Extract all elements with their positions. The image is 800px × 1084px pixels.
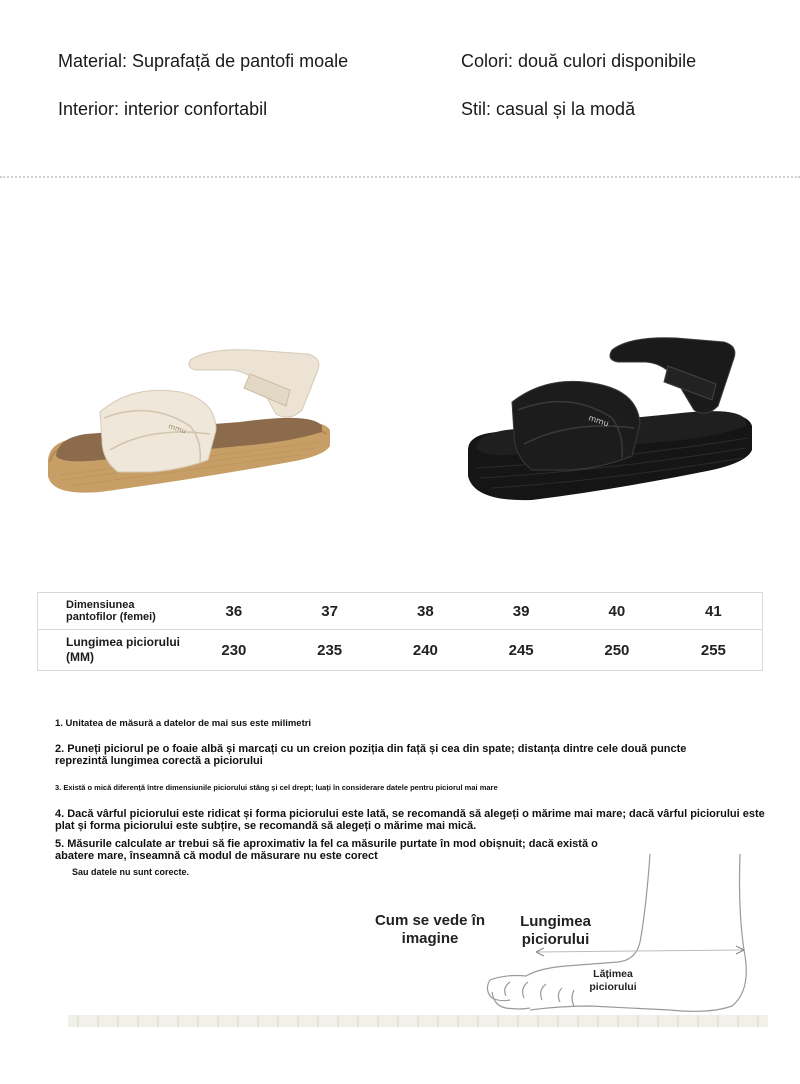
note-5-continued: Sau datele nu sunt corecte. <box>72 867 190 877</box>
length-cell: 230 <box>186 630 282 671</box>
size-cell: 37 <box>321 602 338 620</box>
svg-text:mmu: mmu <box>587 413 610 429</box>
table-row <box>38 593 763 630</box>
foot-length-diagram-label: Lungimea piciorului <box>520 913 591 948</box>
shoe-size-label: Dimensiunea pantofilor (femei) <box>66 599 156 623</box>
note-3: 3. Există o mică diferență între dimensiunile piciorului stâng și cel drept; luați în considerare datele pentru piciorul mai mare <box>55 783 498 792</box>
note-5: 5. Măsurile calculate ar trebui să fie aproximativ la fel ca măsurile purtate în mod obișnuit; dacă există o abatere mare, înseamnă că modul de măsurare nu este corect <box>55 838 598 862</box>
black-sandal-image <box>462 330 762 520</box>
note-1: 1. Unitatea de măsură a datelor de mai sus este milimetri <box>55 718 312 729</box>
size-cell: 39 <box>512 602 530 620</box>
attribute-style: Stil: casual și la modă <box>461 99 636 119</box>
as-seen-in-image-label: Cum se vede în imagine <box>374 912 486 947</box>
dotted-divider <box>0 176 800 178</box>
attribute-interior: Interior: interior confortabil <box>58 99 268 119</box>
size-cell: 36 <box>225 602 243 620</box>
size-cell: 38 <box>417 602 434 620</box>
note-4: 4. Dacă vârful piciorului este ridicat și forma piciorului este lată, se recomandă să alegeți o mărime mai mare; dacă vârful piciorului este plat și forma piciorului este subțire, se recomandă să alegeți o mărime mai mică. <box>55 808 765 832</box>
size-chart-table <box>37 592 763 671</box>
length-cell: 235 <box>282 630 378 671</box>
size-cell: 41 <box>705 602 722 620</box>
foot-width-diagram-label: Lățimea piciorului <box>589 968 637 993</box>
size-cell: 40 <box>608 602 626 620</box>
table-row <box>38 630 763 671</box>
floor-strip <box>68 1012 768 1030</box>
length-cell: 250 <box>569 630 665 671</box>
attribute-colors: Colori: două culori disponibile <box>461 51 697 71</box>
length-cell: 255 <box>665 630 763 671</box>
svg-text:mmu: mmu <box>167 422 188 436</box>
note-2: 2. Puneți piciorul pe o foaie albă și marcați cu un creion poziția din față și cea din spate; distanța dintre cele două puncte reprezintă lungimea corectă a piciorului <box>55 743 687 767</box>
length-cell: 240 <box>378 630 474 671</box>
foot-length-label: Lungimea piciorului (MM) <box>38 630 187 671</box>
attribute-material: Material: Suprafață de pantofi moale <box>58 51 349 71</box>
beige-sandal-image <box>40 330 340 520</box>
length-cell: 245 <box>473 630 569 671</box>
